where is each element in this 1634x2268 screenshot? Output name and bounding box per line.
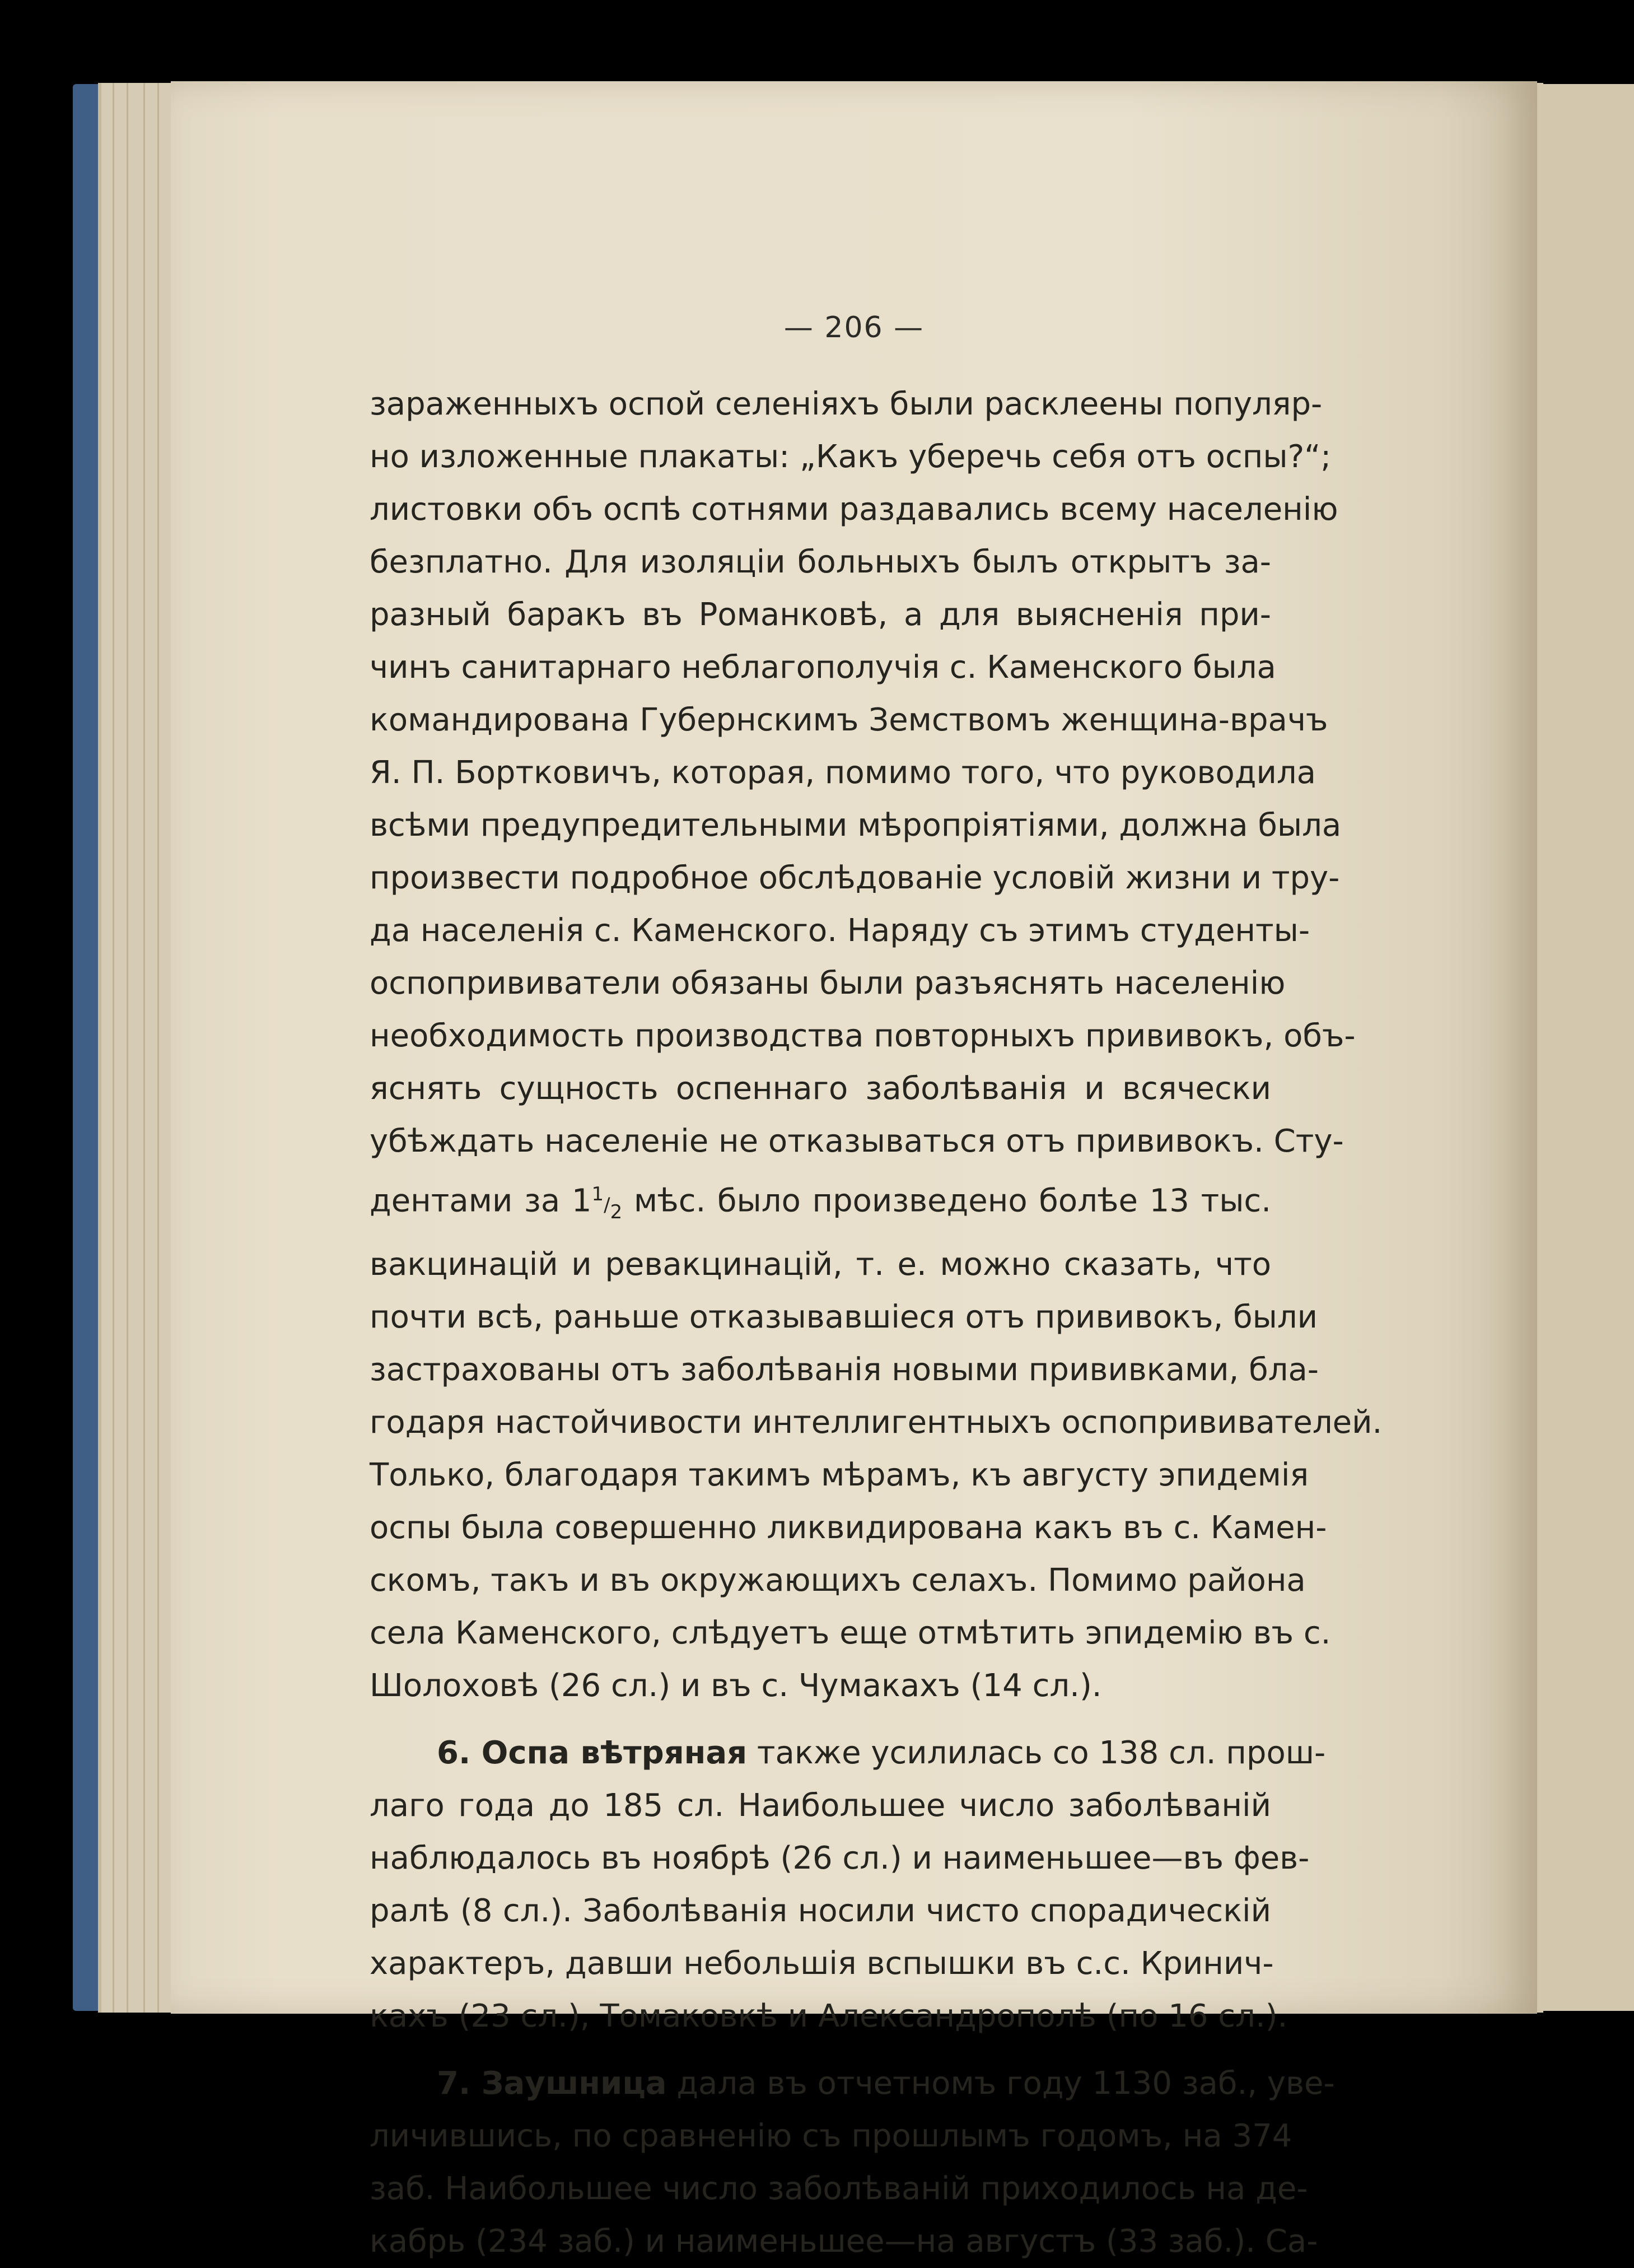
text-line: личившись, по сравненію съ прошлымъ годомъ, на 374 (370, 2117, 1292, 2154)
text-line: заб. Наибольшее число заболѣваній приходилось на де- (370, 2170, 1308, 2207)
page-body (370, 378, 1383, 2268)
section-heading: 7. Заушница (437, 2065, 667, 2102)
text-line: безплатно. Для изоляціи больныхъ былъ открытъ за- (370, 544, 1271, 580)
text-line: кахъ (23 сл.), Томаковкѣ и Александрополѣ (по 16 сл.). (370, 1997, 1288, 2034)
text-line: села Каменского, слѣдуетъ еще отмѣтить эпидемію въ с. (370, 1614, 1331, 1651)
text-line: оспопрививатели обязаны были разъяснять населенію (370, 965, 1286, 1002)
text-line: листовки объ оспѣ сотнями раздавались всему населенію (370, 491, 1338, 528)
text-line: Шолоховѣ (26 сл.) и въ с. Чумакахъ (14 сл.). (370, 1667, 1102, 1704)
facing-page-edge (1534, 84, 1634, 2011)
text-line: командирована Губернскимъ Земствомъ женщина-врачъ (370, 702, 1328, 738)
fraction-slash: / (604, 1194, 610, 1217)
text-line: убѣждать населеніе не отказываться отъ прививокъ. Сту- (370, 1123, 1344, 1159)
text-line-first (370, 1727, 1326, 1780)
page-edge-line (143, 83, 145, 2013)
text-line: оспы была совершенно ликвидирована какъ въ с. Камен- (370, 1509, 1327, 1546)
page-number: — 206 — (783, 311, 925, 344)
section-heading: 6. Оспа вѣтряная (437, 1734, 748, 1771)
fraction-denominator: 2 (610, 1200, 623, 1223)
text-line: Я. П. Бортковичъ, которая, помимо того, что руководила (370, 755, 1316, 791)
book-page (171, 81, 1537, 2260)
text-line: всѣми предупредительными мѣропріятіями, должна была (370, 807, 1342, 844)
fraction-numerator: 1 (591, 1183, 604, 1205)
text-line: необходимость производства повторныхъ прививокъ, объ- (370, 1018, 1356, 1054)
paragraph-mumps (370, 2057, 1335, 2268)
text-line: вакцинацій и ревакцинацій, т. е. можно сказать, что (370, 1246, 1271, 1283)
text-line: скомъ, такъ и въ окружающихъ селахъ. Помимо района (370, 1562, 1306, 1599)
text-line: Только, благодаря такимъ мѣрамъ, къ августу эпидемія (370, 1456, 1309, 1493)
text-line: наблюдалось въ ноябрѣ (26 сл.) и наименьшее—въ фев- (370, 1839, 1310, 1876)
text-line: ралѣ (8 сл.). Заболѣванія носили чисто спорадическій (370, 1892, 1271, 1929)
text-line-first (370, 2057, 1335, 2110)
text-line: застрахованы отъ заболѣванія новыми прививками, бла- (370, 1351, 1319, 1388)
text-segment: дала въ отчетномъ году 1130 заб., уве- (666, 2065, 1335, 2102)
paragraph-spacer (370, 2043, 1271, 2057)
paragraph-smallpox (370, 378, 1383, 1712)
text-line: почти всѣ, раньше отказывавшіеся отъ прививокъ, были (370, 1298, 1318, 1335)
text-line: произвести подробное обслѣдованіе условій жизни и тру- (370, 860, 1340, 896)
page-edge-line (127, 83, 128, 2013)
text-line: лаго года до 185 сл. Наибольшее число заболѣваній (370, 1787, 1271, 1824)
text-line: но изложенные плакаты: „Какъ уберечь себя отъ оспы?“; (370, 439, 1332, 475)
text-segment: дентами за 1 (370, 1182, 592, 1219)
text-line: кабрь (234 заб.) и наименьшее—на августъ (33 заб.). Са- (370, 2223, 1318, 2260)
page-edge-line (157, 83, 159, 2013)
text-line: годаря настойчивости интеллигентныхъ оспопрививателей. (370, 1404, 1383, 1441)
text-line: да населенія с. Каменского. Наряду съ этимъ студенты- (370, 912, 1310, 949)
text-segment: также усилилась со 138 сл. прош- (747, 1734, 1326, 1771)
text-line: чинъ санитарнаго неблагополучія с. Каменского была (370, 649, 1276, 686)
text-line: яснять сущность оспеннаго заболѣванія и всячески (370, 1070, 1271, 1107)
text-segment: мѣс. было произведено болѣе 13 тыс. (622, 1182, 1271, 1219)
paragraph-spacer (370, 1712, 1271, 1727)
text-line: разный баракъ въ Романковѣ, а для выясненія при- (370, 597, 1271, 633)
page-edge-line (113, 83, 114, 2013)
text-line: зараженныхъ оспой селеніяхъ были расклеены популяр- (370, 386, 1323, 422)
text-line-fraction (370, 1168, 1271, 1238)
text-line: характеръ, давши небольшія вспышки въ с.с. Кринич- (370, 1945, 1274, 1982)
paragraph-chickenpox (370, 1727, 1326, 2043)
